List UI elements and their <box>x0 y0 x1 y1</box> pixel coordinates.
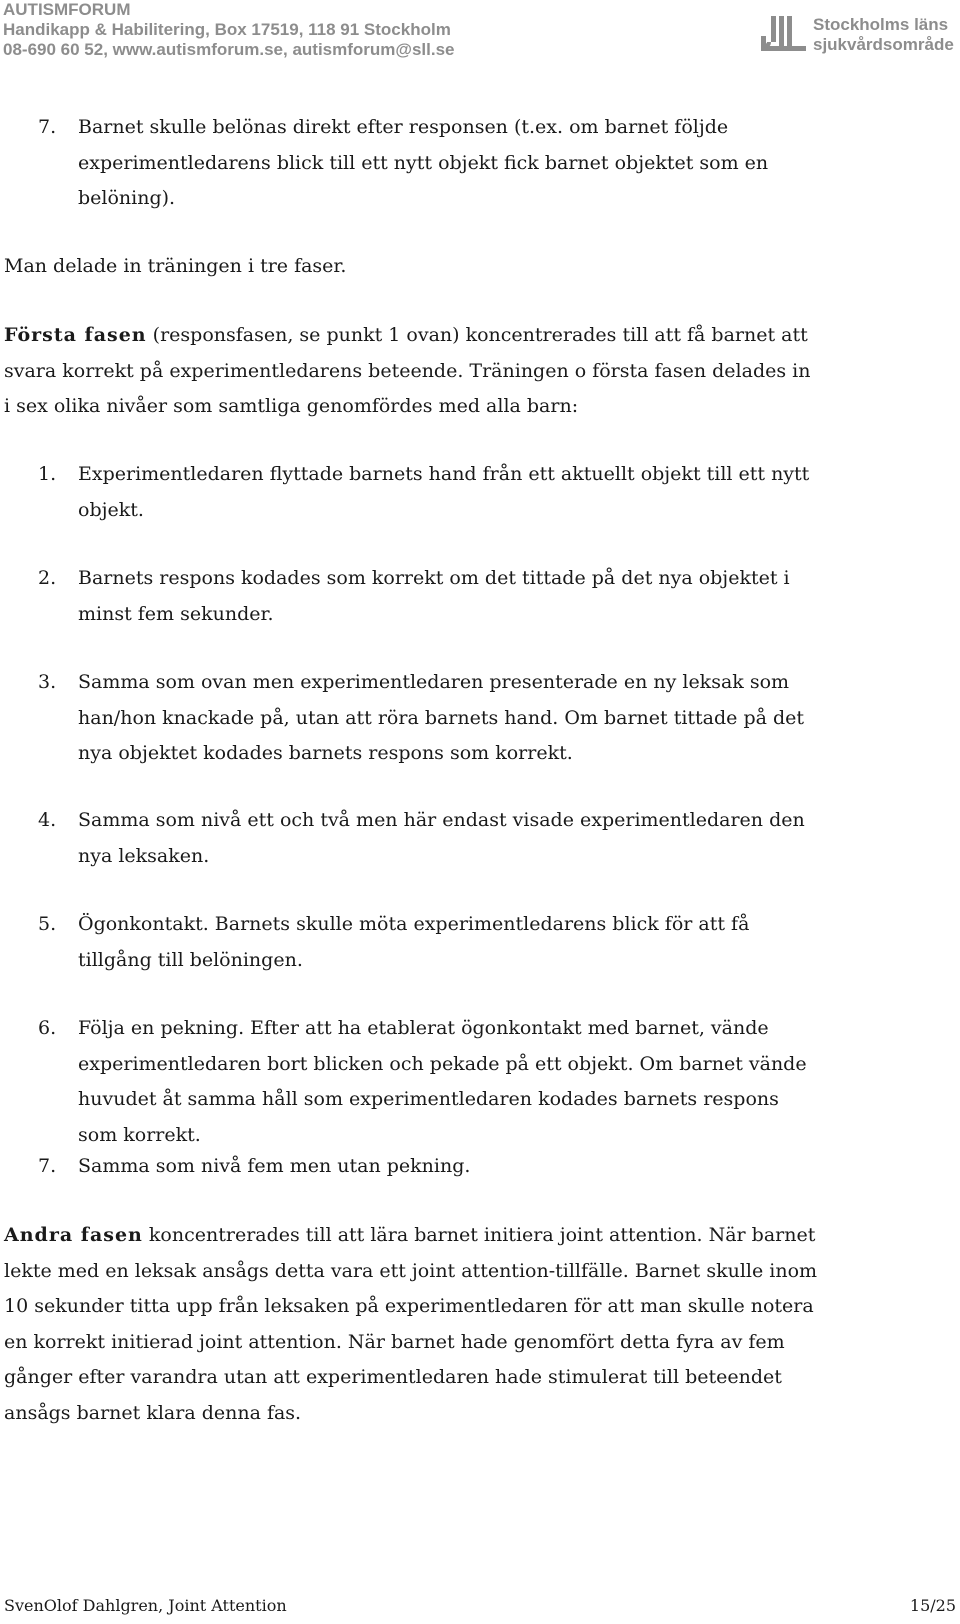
footer-author: SvenOlof Dahlgren, Joint Attention <box>4 1596 287 1615</box>
page-number: 15/25 <box>909 1596 956 1615</box>
sll-logo-icon <box>761 14 809 54</box>
org-address: Handikapp & Habilitering, Box 17519, 118 91 Stockholm <box>3 20 451 39</box>
logo-wordmark <box>813 15 954 55</box>
list-text: Samma som ovan men experimentledaren presenterade en ny leksak som han/hon knackade på, utan att röra barnets hand. Om barnet tittade på det nya objektet kodades barnets respons som korrekt. <box>78 671 805 764</box>
org-name: AUTISMFORUM <box>3 0 131 19</box>
list-text: Ögonkontakt. Barnets skulle möta experimentledarens blick för att få tillgång till belöningen. <box>78 913 750 971</box>
list-text: Barnet skulle belönas direkt efter responsen (t.ex. om barnet följde experimentledarens blick till ett nytt objekt fick barnet objektet som en belöning). <box>78 116 769 209</box>
list-number: 5. <box>38 913 57 935</box>
list-number: 2. <box>38 567 57 589</box>
list-text: Barnets respons kodades som korrekt om det tittade på det nya objektet i minst fem sekunder. <box>78 567 790 625</box>
org-contact: 08-690 60 52, www.autismforum.se, autismforum@sll.se <box>3 40 455 59</box>
list-number: 7. <box>38 1155 57 1177</box>
list-number: 7. <box>38 116 57 138</box>
phase2-heading: Andra fasen <box>4 1224 143 1246</box>
paragraph-phase1: Första fasen (responsfasen, se punkt 1 ovan) koncentrerades till att få barnet att svara korrekt på experimentledarens beteende. Träningen o första fasen delades in i sex olika nivåer som samtliga genomfördes med alla barn: <box>4 324 811 417</box>
list-number: 1. <box>38 463 57 485</box>
logo-line-1: Stockholms läns <box>813 15 949 34</box>
list-text: Experimentledaren flyttade barnets hand från ett aktuellt objekt till ett nytt objekt. <box>78 463 810 521</box>
list-number: 4. <box>38 809 57 831</box>
logo-line-2: sjukvårdsområde <box>813 35 954 54</box>
list-number: 3. <box>38 671 57 693</box>
paragraph-intro: Man delade in träningen i tre faser. <box>4 255 347 277</box>
list-number: 6. <box>38 1017 57 1039</box>
sll-logo <box>761 14 956 56</box>
list-text: Följa en pekning. Efter att ha etablerat ögonkontakt med barnet, vände experimentledaren bort blicken och pekade på ett objekt. Om barnet vände huvudet åt samma håll som experimentledaren kodades barnets respons som korrekt. <box>78 1017 807 1146</box>
header-org-info <box>3 0 455 60</box>
paragraph-phase2: Andra fasen koncentrerades till att lära barnet initiera joint attention. När barnet lekte med en leksak ansågs detta vara ett joint attention-tillfälle. Barnet skulle inom 10 sekunder titta upp från leksaken på experimentledaren för att man skulle notera en korrekt initierad joint attention. När barnet hade genomfört detta fyra av fem gånger efter varandra utan att experimentledaren hade stimulerat till beteendet ansågs barnet klara denna fas. <box>4 1224 818 1424</box>
list-text: Samma som nivå ett och två men här endast visade experimentledaren den nya leksaken. <box>78 809 805 867</box>
list-text: Samma som nivå fem men utan pekning. <box>78 1155 471 1177</box>
phase1-heading: Första fasen <box>4 324 147 346</box>
